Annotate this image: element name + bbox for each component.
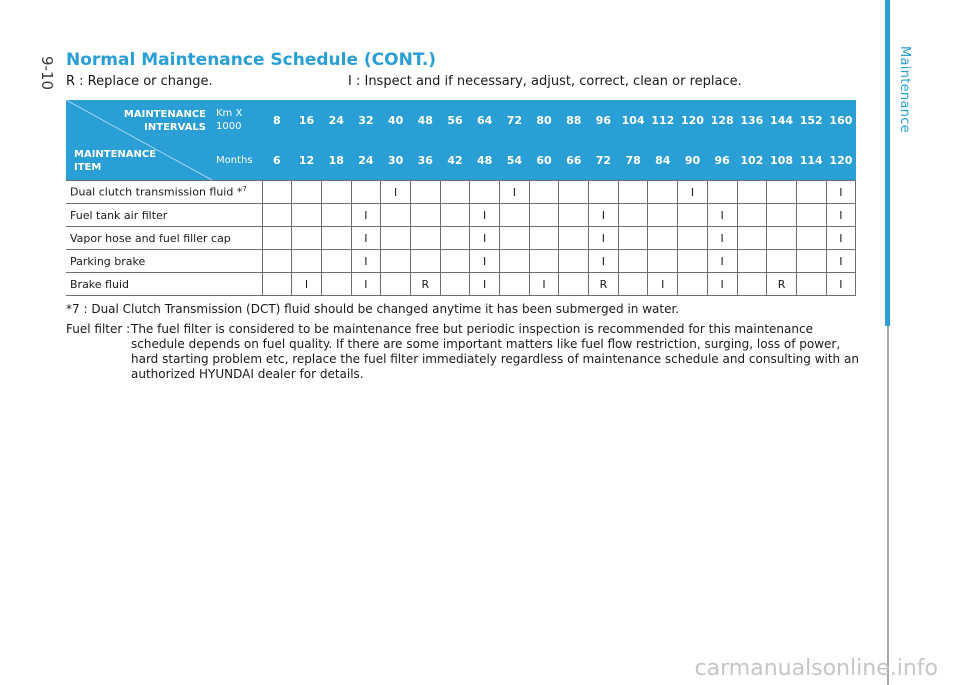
schedule-cell [262, 273, 292, 296]
km-interval-cell: 64 [470, 100, 500, 140]
schedule-cell [559, 227, 589, 250]
schedule-cell [262, 181, 292, 204]
schedule-cell: I [351, 204, 381, 227]
schedule-cell [618, 227, 648, 250]
km-interval-cell: 24 [321, 100, 351, 140]
months-interval-cell: 12 [292, 140, 322, 181]
schedule-cell [559, 250, 589, 273]
schedule-cell [321, 273, 351, 296]
schedule-cell: I [292, 273, 322, 296]
page-number: 9-10 [38, 56, 56, 91]
schedule-cell [618, 250, 648, 273]
schedule-cell [678, 250, 708, 273]
schedule-cell [262, 204, 292, 227]
schedule-cell [618, 273, 648, 296]
months-interval-cell: 120 [826, 140, 856, 181]
km-label: Km X 1000 [212, 100, 262, 140]
maintenance-table [66, 100, 856, 296]
schedule-cell [529, 204, 559, 227]
item-name: Parking brake [70, 254, 146, 268]
schedule-cell [410, 227, 440, 250]
footnote-marker: 7 [242, 185, 247, 194]
km-interval-cell: 88 [559, 100, 589, 140]
km-interval-cell: 32 [351, 100, 381, 140]
km-interval-cell: 80 [529, 100, 559, 140]
schedule-cell [262, 250, 292, 273]
item-name: Fuel tank air filter [70, 208, 168, 222]
schedule-cell [796, 227, 826, 250]
section-indicator [885, 0, 890, 326]
schedule-cell [500, 273, 530, 296]
schedule-cell [321, 250, 351, 273]
schedule-cell: I [351, 227, 381, 250]
schedule-cell: I [648, 273, 678, 296]
months-interval-cell: 54 [500, 140, 530, 181]
schedule-cell [796, 181, 826, 204]
dct-note-text: Dual Clutch Transmission (DCT) fluid should be changed anytime it has been submerged in water. [91, 302, 680, 316]
months-interval-cell: 108 [767, 140, 797, 181]
item-name-cell [66, 250, 262, 273]
schedule-cell [321, 227, 351, 250]
item-name: Brake fluid [70, 277, 129, 291]
schedule-cell [440, 204, 470, 227]
months-interval-cell: 114 [796, 140, 826, 181]
schedule-cell [440, 227, 470, 250]
schedule-cell [767, 204, 797, 227]
km-interval-cell: 40 [381, 100, 411, 140]
km-interval-cell: 160 [826, 100, 856, 140]
months-interval-cell: 36 [410, 140, 440, 181]
km-header-row [66, 100, 856, 140]
months-interval-cell: 24 [351, 140, 381, 181]
schedule-cell [618, 181, 648, 204]
schedule-cell [381, 204, 411, 227]
item-name: Vapor hose and fuel filler cap [70, 231, 231, 245]
km-interval-cell: 72 [500, 100, 530, 140]
schedule-cell [796, 273, 826, 296]
schedule-cell [292, 227, 322, 250]
schedule-cell [381, 227, 411, 250]
schedule-cell [707, 181, 737, 204]
schedule-cell [292, 181, 322, 204]
schedule-cell [440, 250, 470, 273]
schedule-cell [292, 204, 322, 227]
fuel-filter-note [66, 322, 866, 382]
corner-intervals-label: MAINTENANCE INTERVALS [123, 109, 206, 133]
months-interval-cell: 90 [678, 140, 708, 181]
schedule-cell: R [589, 273, 619, 296]
months-interval-cell: 30 [381, 140, 411, 181]
schedule-cell [292, 250, 322, 273]
km-interval-cell: 144 [767, 100, 797, 140]
km-interval-cell: 128 [707, 100, 737, 140]
months-interval-cell: 66 [559, 140, 589, 181]
dct-note [66, 302, 679, 316]
months-interval-cell: 72 [589, 140, 619, 181]
schedule-cell [381, 250, 411, 273]
corner-item-label: MAINTENANCE ITEM [74, 149, 157, 173]
schedule-cell: I [707, 227, 737, 250]
dct-note-mark: *7 : [66, 302, 88, 316]
schedule-cell [767, 181, 797, 204]
schedule-cell: I [529, 273, 559, 296]
schedule-cell [470, 181, 500, 204]
item-name-cell [66, 204, 262, 227]
schedule-cell [737, 250, 767, 273]
months-interval-cell: 96 [707, 140, 737, 181]
schedule-cell [737, 273, 767, 296]
km-interval-cell: 120 [678, 100, 708, 140]
km-interval-cell: 16 [292, 100, 322, 140]
months-interval-cell: 48 [470, 140, 500, 181]
months-interval-cell: 18 [321, 140, 351, 181]
schedule-cell: I [351, 250, 381, 273]
schedule-cell: I [589, 204, 619, 227]
schedule-cell: I [500, 181, 530, 204]
km-interval-cell: 48 [410, 100, 440, 140]
section-tab-label: Maintenance [897, 46, 912, 134]
schedule-cell: I [470, 250, 500, 273]
schedule-cell [648, 204, 678, 227]
table-row [66, 227, 856, 250]
schedule-cell [500, 227, 530, 250]
months-interval-cell: 84 [648, 140, 678, 181]
schedule-cell: I [826, 273, 856, 296]
table-row [66, 250, 856, 273]
schedule-cell [767, 227, 797, 250]
table-row [66, 204, 856, 227]
item-name-cell [66, 273, 262, 296]
schedule-cell: I [470, 227, 500, 250]
table-corner [66, 100, 212, 181]
schedule-cell [648, 250, 678, 273]
km-interval-cell: 136 [737, 100, 767, 140]
legend-replace: R : Replace or change. [66, 74, 213, 89]
schedule-cell: I [678, 181, 708, 204]
schedule-cell: R [767, 273, 797, 296]
schedule-cell [678, 227, 708, 250]
schedule-cell: I [351, 273, 381, 296]
schedule-cell [796, 204, 826, 227]
schedule-cell [648, 227, 678, 250]
km-interval-cell: 96 [589, 100, 619, 140]
schedule-cell [500, 250, 530, 273]
months-interval-cell: 42 [440, 140, 470, 181]
fuel-filter-text: The fuel filter is considered to be maintenance free but periodic inspection is recommended for this maintenance schedule depends on fuel quality. If there are some important matters like fuel flow restriction, surging, loss of power, hard starting problem etc, replace the fuel filter immediately regardless of maintenance schedule and consulting with an authorized HYUNDAI dealer for details. [131, 322, 859, 381]
months-interval-cell: 78 [618, 140, 648, 181]
schedule-cell [767, 250, 797, 273]
schedule-cell [529, 250, 559, 273]
months-interval-cell: 6 [262, 140, 292, 181]
schedule-cell: I [589, 250, 619, 273]
km-interval-cell: 152 [796, 100, 826, 140]
schedule-cell [500, 204, 530, 227]
item-name: Dual clutch transmission fluid * [70, 185, 243, 199]
schedule-cell [678, 204, 708, 227]
schedule-cell [737, 204, 767, 227]
km-interval-cell: 104 [618, 100, 648, 140]
schedule-cell: I [707, 250, 737, 273]
schedule-cell [559, 181, 589, 204]
schedule-cell [440, 181, 470, 204]
schedule-cell: I [589, 227, 619, 250]
schedule-cell [321, 204, 351, 227]
schedule-cell [559, 273, 589, 296]
schedule-cell [796, 250, 826, 273]
schedule-cell: I [826, 227, 856, 250]
schedule-cell [737, 181, 767, 204]
schedule-cell [559, 204, 589, 227]
schedule-cell [440, 273, 470, 296]
schedule-cell: I [470, 204, 500, 227]
schedule-cell [678, 273, 708, 296]
legend-inspect: I : Inspect and if necessary, adjust, correct, clean or replace. [348, 74, 742, 89]
schedule-cell [737, 227, 767, 250]
schedule-cell: I [381, 181, 411, 204]
schedule-cell [648, 181, 678, 204]
schedule-cell [529, 181, 559, 204]
schedule-cell [262, 227, 292, 250]
schedule-cell: R [410, 273, 440, 296]
schedule-cell [529, 227, 559, 250]
schedule-cell: I [470, 273, 500, 296]
schedule-cell [410, 181, 440, 204]
fuel-filter-label: Fuel filter : [66, 322, 131, 336]
km-interval-cell: 112 [648, 100, 678, 140]
table-row [66, 181, 856, 204]
months-interval-cell: 102 [737, 140, 767, 181]
schedule-cell: I [707, 273, 737, 296]
item-name-cell [66, 181, 262, 204]
watermark: carmanualsonline.info [694, 656, 938, 681]
km-interval-cell: 8 [262, 100, 292, 140]
schedule-cell: I [707, 204, 737, 227]
months-interval-cell: 60 [529, 140, 559, 181]
schedule-cell [589, 181, 619, 204]
months-label: Months [212, 140, 262, 181]
table-row [66, 273, 856, 296]
schedule-cell: I [826, 181, 856, 204]
page-title: Normal Maintenance Schedule (CONT.) [66, 50, 437, 70]
schedule-cell [410, 204, 440, 227]
item-name-cell [66, 227, 262, 250]
schedule-cell: I [826, 204, 856, 227]
schedule-cell [618, 204, 648, 227]
schedule-cell [381, 273, 411, 296]
schedule-cell [351, 181, 381, 204]
schedule-cell: I [826, 250, 856, 273]
schedule-cell [410, 250, 440, 273]
schedule-cell [321, 181, 351, 204]
km-interval-cell: 56 [440, 100, 470, 140]
